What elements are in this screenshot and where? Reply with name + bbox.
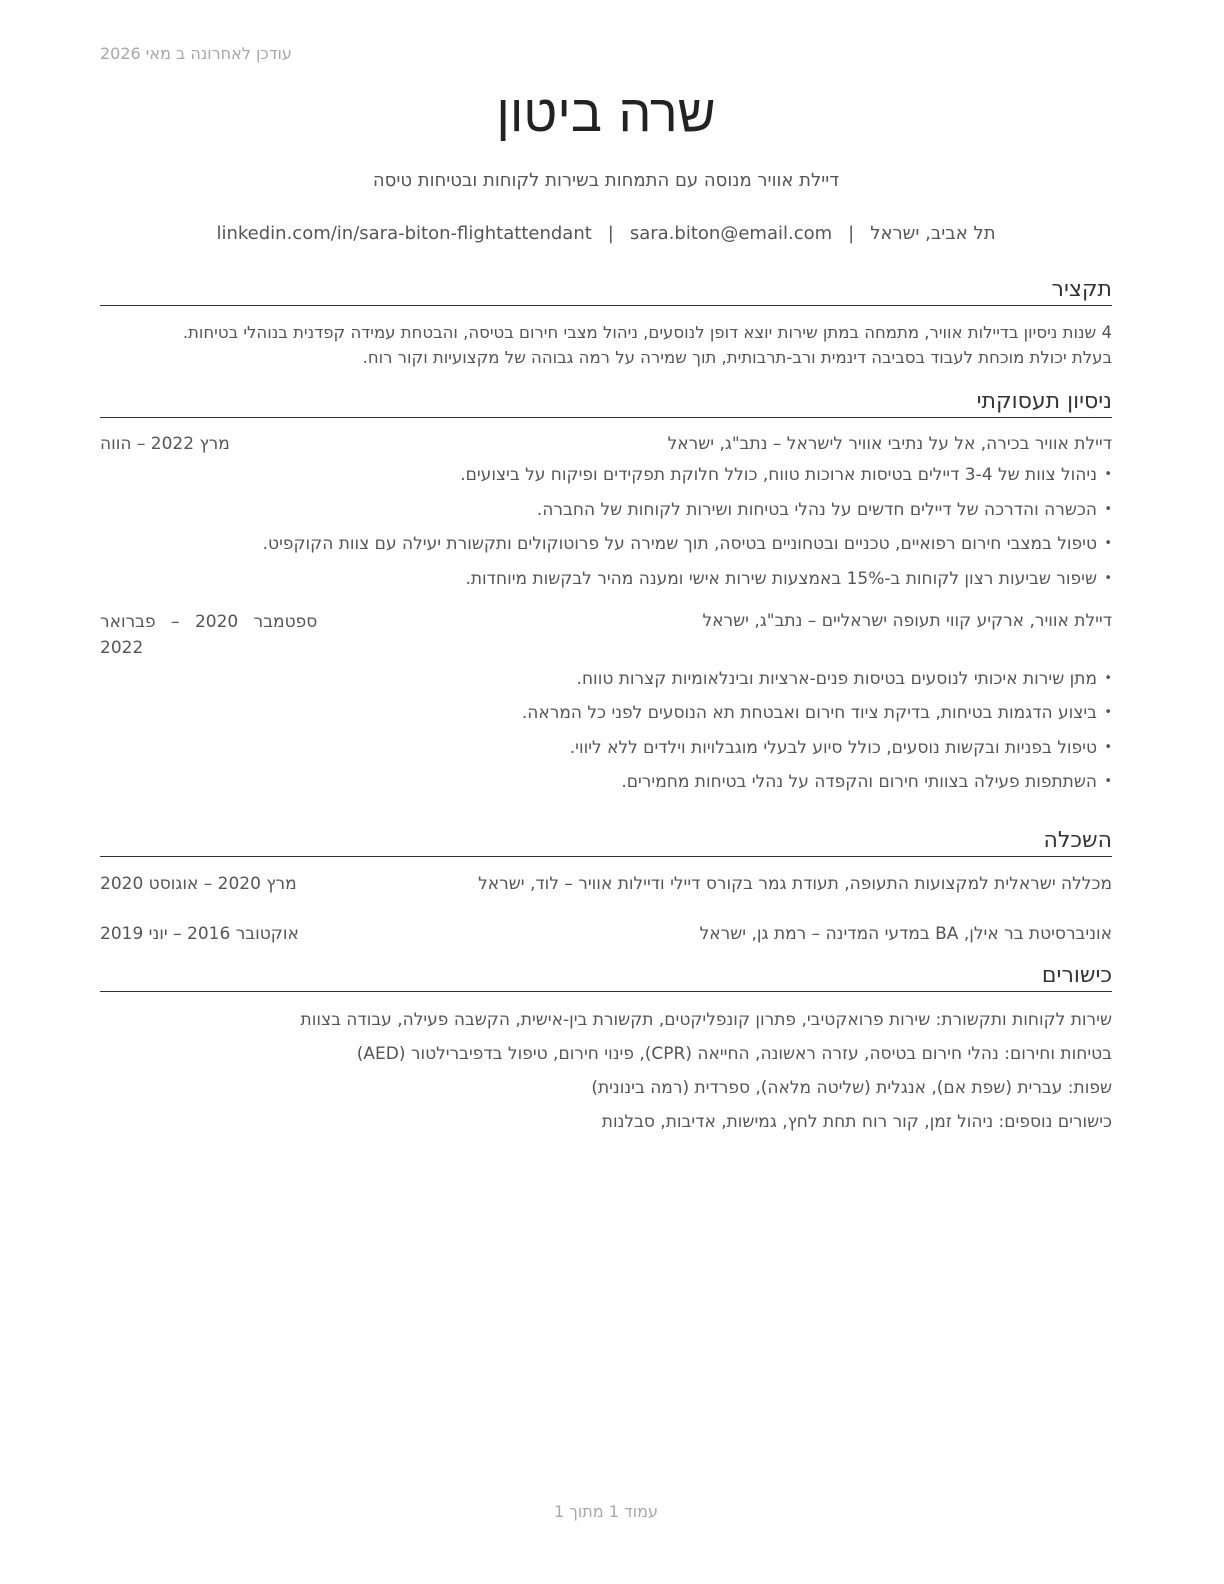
job-header [100, 432, 1112, 456]
skill-line: בטיחות וחירום: נהלי חירום בטיסה, עזרה ראשונה, החייאה (CPR), פינוי חירום, טיפול בדפיברילטור (AED) [356, 1044, 1112, 1064]
job-bullet: • הכשרה והדרכה של דיילים חדשים על נהלי בטיחות ושירות לקוחות של החברה. [100, 498, 1112, 522]
email-link[interactable]: sara.biton@email.com [629, 223, 833, 244]
page-number: עמוד 1 מתוך 1 [554, 1502, 658, 1521]
contact-separator: | [607, 223, 614, 244]
education-entry [100, 922, 1112, 946]
job-bullet: • טיפול בפניות ובקשות נוסעים, כולל סיוע לבעלי מוגבלויות וילדים ללא ליווי. [100, 736, 1112, 760]
experience-section [100, 387, 1112, 794]
contact-separator: | [848, 223, 855, 244]
linkedin-link[interactable]: linkedin.com/in/sara-biton-flightattendant [216, 223, 592, 244]
section-title-experience: ניסיון תעסוקתי [100, 387, 1112, 418]
education-dates: מרץ 2020 – אוגוסט 2020 [100, 874, 297, 894]
job-title: דיילת אוויר בכירה, אל על נתיבי אוויר לישראל – נתב"ג, ישראל [667, 434, 1112, 454]
location: תל אביב, ישראל [870, 223, 996, 244]
job-title: דיילת אוויר, ארקיע קווי תעופה ישראליים – נתב"ג, ישראל [702, 610, 1112, 631]
job-bullets [100, 667, 1112, 795]
summary-section [100, 275, 1112, 370]
section-title-skills: כישורים [100, 961, 1112, 992]
job-bullet: • ביצוע הדגמות בטיחות, בדיקת ציוד חירום ואבטחת תא הנוסעים לפני כל המראה. [100, 701, 1112, 725]
summary-line: בעלת יכולת מוכחת לעבוד בסביבה דינמית ורב-תרבותית, תוך שמירה על רמה גבוהה של מקצועיות וקור רוח. [362, 348, 1112, 367]
candidate-name: שרה ביטון [496, 84, 716, 144]
candidate-tagline: דיילת אוויר מנוסה עם התמחות בשירות לקוחות ובטיחות טיסה [372, 170, 840, 191]
skills-section [100, 961, 1112, 1134]
section-title-summary: תקציר [100, 275, 1112, 306]
job-bullet: • מתן שירות איכותי לנוסעים בטיסות פנים-ארציות ובינלאומיות קצרות טווח. [100, 667, 1112, 691]
skill-line: כישורים נוספים: ניהול זמן, קור רוח תחת לחץ, גמישות, אדיבות, סבלנות [601, 1112, 1112, 1132]
education-title: מכללה ישראלית למקצועות התעופה, תעודת גמר בקורס דיילי ודיילות אוויר – לוד, ישראל [478, 874, 1112, 894]
job-header [100, 609, 1112, 661]
last-updated-note: עודכן לאחרונה ב מאי 2026 [100, 44, 292, 63]
summary-text [100, 320, 1112, 370]
summary-line: 4 שנות ניסיון בדיילות אוויר, מתמחה במתן שירות יוצא דופן לנוסעים, ניהול מצבי חירום בטיסה, והבטחת עמידה קפדנית בנוהלי בטיחות. [182, 323, 1112, 342]
resume-page [100, 0, 1112, 1584]
contact-line [100, 223, 1112, 244]
job-bullet: • שיפור שביעות רצון לקוחות ב-15% באמצעות שירות אישי ומענה מהיר לבקשות מיוחדות. [100, 567, 1112, 591]
education-entry [100, 872, 1112, 896]
education-dates: אוקטובר 2016 – יוני 2019 [100, 924, 299, 944]
education-section [100, 826, 1112, 946]
job-entry [100, 609, 1112, 795]
section-title-education: השכלה [100, 826, 1112, 857]
job-dates: ספטמבר 2020 – פברואר 2022 [100, 611, 318, 658]
skill-line: שירות לקוחות ותקשורת: שירות פרואקטיבי, פתרון קונפליקטים, תקשורת בין-אישית, הקשבה פעילה, עבודה בצוות [300, 1010, 1112, 1030]
job-bullets [100, 463, 1112, 591]
skill-line: שפות: עברית (שפת אם), אנגלית (שליטה מלאה), ספרדית (רמה בינונית) [591, 1078, 1112, 1098]
job-dates: מרץ 2022 – הווה [100, 434, 230, 454]
job-bullet: • ניהול צוות של 3-4 דיילים בטיסות ארוכות טווח, כולל חלוקת תפקידים ופיקוח על ביצועים. [100, 463, 1112, 487]
education-title: אוניברסיטת בר אילן, BA במדעי המדינה – רמת גן, ישראל [699, 924, 1112, 944]
job-entry [100, 432, 1112, 591]
job-bullet: • טיפול במצבי חירום רפואיים, טכניים ובטחוניים בטיסה, תוך שמירה על פרוטוקולים ותקשורת יעילה עם צוות הקוקפיט. [100, 532, 1112, 556]
job-bullet: • השתתפות פעילה בצוותי חירום והקפדה על נהלי בטיחות מחמירים. [100, 770, 1112, 794]
